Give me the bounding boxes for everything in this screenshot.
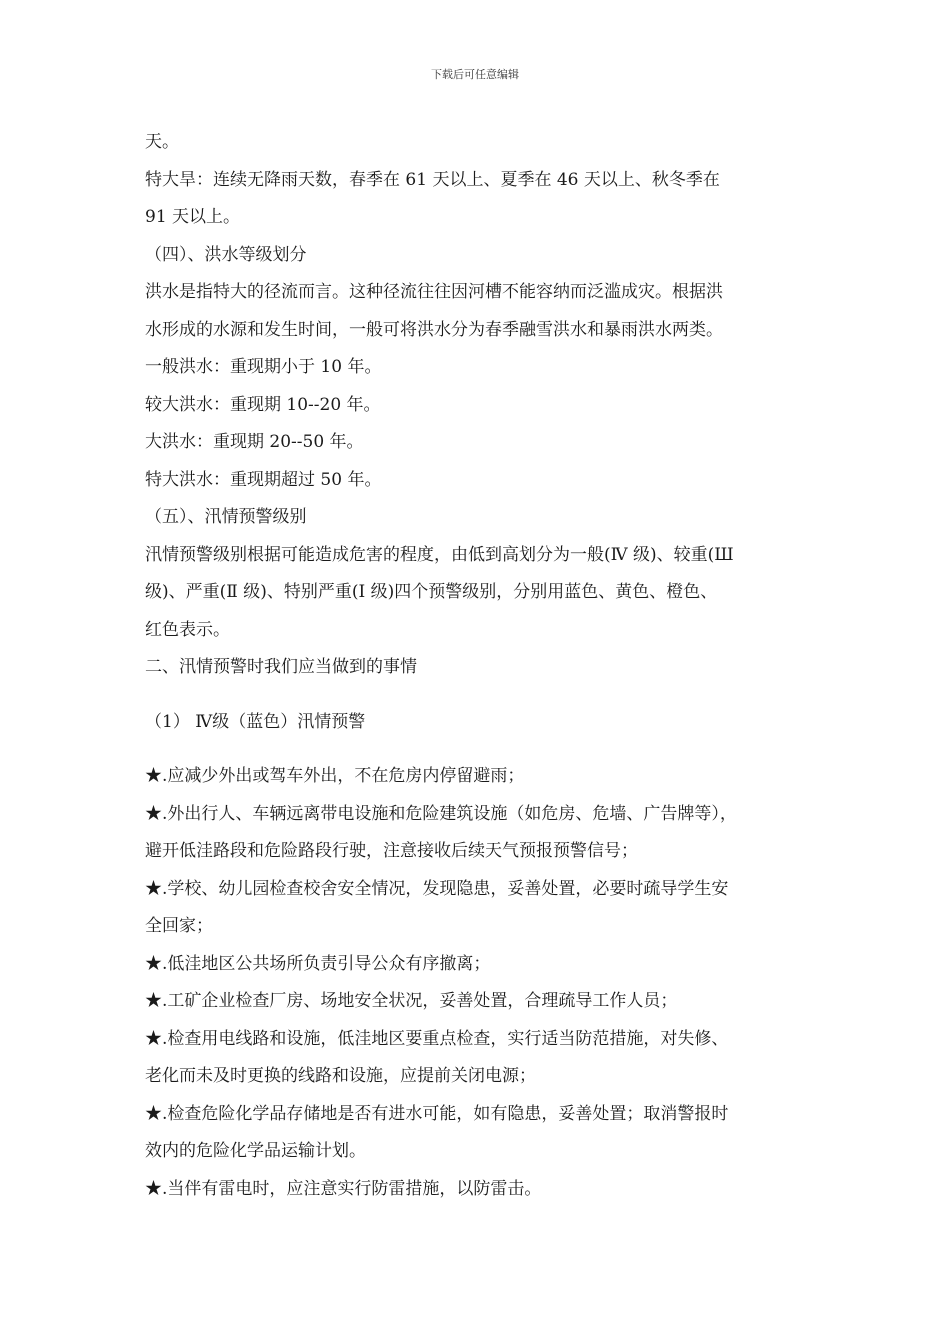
star-item: ★.外出行人、车辆远离带电设施和危险建筑设施（如危房、危墙、广告牌等），: [145, 803, 737, 824]
star-item: ★.当伴有雷电时，应注意实行防雷措施，以防雷击。: [145, 1178, 542, 1199]
section-heading: （五）、汛情预警级别: [145, 507, 307, 527]
star-item: ★.检查用电线路和设施，低洼地区要重点检查，实行适当防范措施，对失修、: [145, 1028, 729, 1049]
text-line: 老化而未及时更换的线路和设施，应提前关闭电源；: [145, 1066, 536, 1086]
text-line: 全回家；: [145, 916, 213, 936]
text-line: 大洪水：重现期 20--50 年。: [145, 432, 364, 452]
star-item: ★.学校、幼儿园检查校舍安全情况，发现隐患，妥善处置，必要时疏导学生安: [145, 878, 729, 899]
chapter-heading: 二、汛情预警时我们应当做到的事情: [145, 657, 417, 677]
spacer: [145, 687, 825, 704]
star-item: ★.检查危险化学品存储地是否有进水可能，如有隐患，妥善处置；取消警报时: [145, 1103, 729, 1124]
star-item: ★.应减少外出或驾车外出，不在危房内停留避雨；: [145, 766, 525, 786]
star-item: ★.低洼地区公共场所负责引导公众有序撤离；: [145, 953, 491, 974]
text-line: 特大洪水：重现期超过 50 年。: [145, 469, 382, 490]
text-line: 特大旱：连续无降雨天数，春季在 61 天以上、夏季在 46 天以上、秋冬季在: [145, 169, 720, 190]
text-line: 一般洪水：重现期小于 10 年。: [145, 357, 382, 377]
text-line: 汛情预警级别根据可能造成危害的程度，由低到高划分为一般(Ⅳ 级)、较重(Ш: [145, 544, 734, 565]
text-line: 红色表示。: [145, 619, 230, 640]
subsection-heading: （1） Ⅳ级（蓝色）汛情预警: [145, 711, 366, 732]
text-line: 91 天以上。: [145, 207, 241, 227]
section-heading: （四）、洪水等级划分: [145, 244, 307, 265]
text-line: 级)、严重(Ⅱ 级)、特别严重(Ⅰ 级)四个预警级别，分别用蓝色、黄色、橙色、: [145, 582, 718, 602]
document-body: [145, 124, 825, 1208]
text-line: 避开低洼路段和危险路段行驶，注意接收后续天气预报预警信号；: [145, 841, 638, 861]
text-line: 天。: [145, 132, 179, 152]
text-line: 效内的危险化学品运输计划。: [145, 1141, 366, 1161]
text-line: 洪水是指特大的径流而言。这种径流往往因河槽不能容纳而泛滥成灾。根据洪: [145, 282, 723, 302]
text-line: 较大洪水：重现期 10--20 年。: [145, 394, 381, 415]
spacer: [145, 741, 825, 758]
star-item: ★.工矿企业检查厂房、场地安全状况，妥善处置，合理疏导工作人员；: [145, 991, 678, 1011]
text-line: 水形成的水源和发生时间，一般可将洪水分为春季融雪洪水和暴雨洪水两类。: [145, 319, 723, 340]
page-header: 下载后可任意编辑: [431, 68, 519, 81]
